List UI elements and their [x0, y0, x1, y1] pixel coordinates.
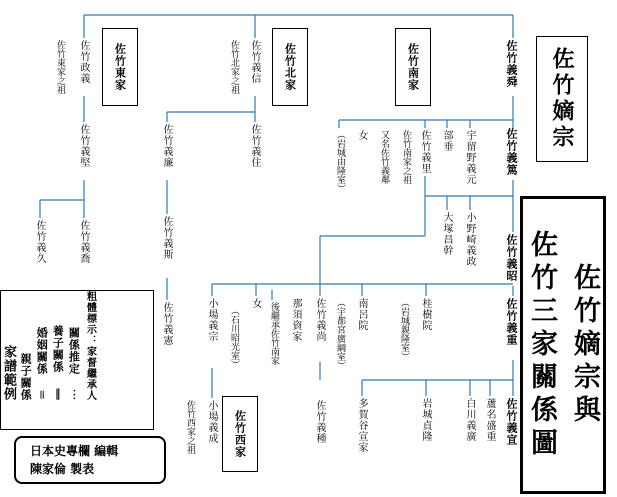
node-masayoshi: 佐竹政義 [78, 40, 89, 84]
node-aka-yoshitaka: 又名佐竹義鄰 [379, 130, 389, 184]
title-big-col2: 佐竹三家關係圖 [526, 229, 557, 461]
title-big-box [520, 196, 606, 494]
node-yoshisato: 佐竹義里 [419, 130, 430, 174]
node-yoshisumi: 佐竹義住 [249, 124, 260, 168]
node-yoshitane: 佐竹義種 [314, 400, 325, 444]
legend-title: 家譜範例 [1, 345, 16, 401]
branch-label-nishi: 佐竹西家 [222, 396, 258, 472]
node-tagaya: 多賀谷宣家 [356, 398, 367, 453]
node-yoshichika: 佐竹義斯 [161, 216, 172, 260]
node-yoshikata: 佐竹義堅 [78, 124, 89, 168]
node-yoshishige-kita: 佐竹義憲 [161, 302, 172, 346]
node-kubo: 部垂 [441, 130, 452, 152]
legend-bold-note: 粗體標示：家督繼承人 [84, 291, 96, 401]
node-kita-founder: 佐竹北家之祖 [229, 40, 239, 94]
branch-label-minami: 佐竹南家 [395, 28, 431, 106]
node-yoshikiyo: 佐竹義喬 [78, 220, 89, 264]
credit-editor: 日本史專欄 編輯 [30, 444, 119, 458]
node-nishi-founder: 佐竹西家之祖 [185, 400, 195, 454]
node-higashi-founder: 佐竹東家之祖 [55, 40, 65, 94]
node-onna2: 女 [250, 298, 261, 309]
node-koba2: 小場義成 [206, 400, 217, 444]
branch-label-kita: 佐竹北家 [272, 28, 308, 106]
node-yoshihisa2: 佐竹義尚 [314, 298, 325, 342]
node-nasu: 那須資家 [290, 298, 301, 342]
credit-maker: 陳家倫 製表 [30, 462, 95, 476]
legend-marriage: 婚姻關係 ＝ [35, 327, 49, 401]
node-onna1: 女 [356, 130, 367, 141]
node-utsunomiya-yoshimoto: 宇留野義元 [464, 130, 475, 185]
title-main-box: 佐竹嫡宗 [536, 36, 588, 162]
node-ishikawa: （石川昭光室） [229, 306, 239, 369]
node-yoshinobu: 佐竹義信 [249, 40, 260, 84]
node-yoshiaki: 佐竹義昭 [505, 234, 518, 282]
title-big-col1: 佐竹嫡宗與 [569, 262, 600, 428]
node-minami-founder: 佐竹南家之祖 [401, 130, 411, 184]
branch-label-higashi: 佐竹東家 [102, 28, 138, 106]
node-iwaki-yoshitaka1: （岩城由隆室） [335, 130, 345, 193]
node-nanke-successor: 後繼承佐竹南家 [269, 302, 279, 365]
node-okubo: 大塚昌幹 [441, 212, 452, 256]
node-utsunomiya-kunitsuna: （宇都宮廣綱室） [335, 298, 345, 370]
credit-box [14, 436, 166, 484]
node-nangoin: 南呂院 [356, 298, 367, 331]
node-yoshishige: 佐竹義重 [505, 298, 518, 346]
node-yoshihisa: 佐竹義久 [34, 220, 45, 264]
node-shirakawa: 白川義廣 [464, 398, 475, 442]
node-iwaki-chikataka: （岩城親隆室） [399, 298, 409, 361]
legend-adoption: 養子關係 ‖ [51, 325, 65, 401]
node-yoshisuke: 佐竹義舜 [505, 40, 518, 88]
node-yoshinori-kita: 佐竹義廉 [161, 124, 172, 168]
node-iwaki-sadataka: 岩城貞隆 [420, 398, 431, 442]
node-yoshinobu2: 佐竹義宣 [505, 398, 518, 446]
legend-presumed: 關係推定 ⋯ [67, 327, 81, 401]
legend-box [0, 290, 154, 430]
node-keijuin: 桂樹院 [420, 298, 431, 331]
node-onozaki: 小野崎義政 [464, 212, 475, 267]
node-yoshiatsu: 佐竹義篤 [505, 128, 518, 176]
legend-parent-child: 親子關係 [19, 353, 33, 401]
node-ashina: 蘆名盛重 [484, 398, 495, 442]
node-koba: 小場義宗 [206, 298, 217, 342]
